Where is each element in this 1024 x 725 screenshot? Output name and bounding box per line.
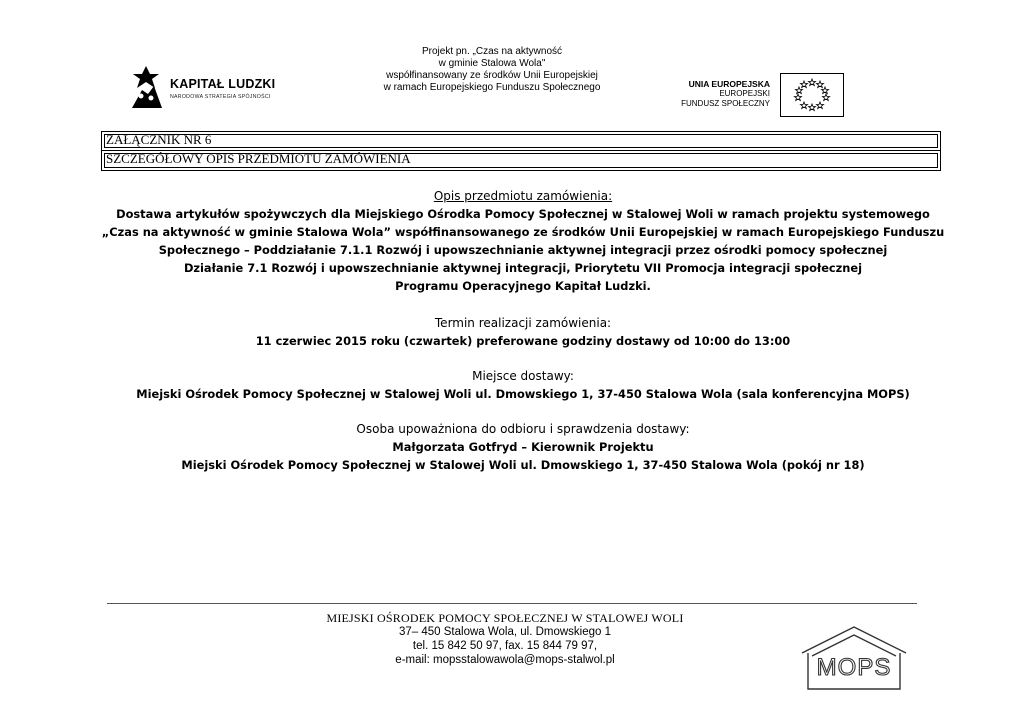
attachment-number: ZAŁĄCZNIK NR 6 (106, 132, 212, 147)
person-name: Małgorzata Gotfryd – Kierownik Projektu (392, 440, 654, 454)
project-line: Projekt pn. „Czas na aktywność (421, 46, 563, 57)
description-line: „Czas na aktywność w gminie Stalowa Wola” współfinansowanego ze środków Unii Europejskiej w ramach Europejskiego Funduszu (101, 225, 945, 239)
attachment-title: SZCZEGÓŁOWY OPIS PRZEDMIOTU ZAMÓWIENIA (106, 151, 411, 166)
project-line: w gminie Stalowa Wola" (438, 58, 546, 69)
footer (300, 611, 710, 667)
place-heading: Miejsce dostawy: (472, 369, 574, 383)
eu-line-2: EUROPEJSKI (719, 89, 770, 98)
mops-logo (798, 623, 910, 691)
description-line: Dostawa artykułów spożywczych dla Miejskiego Ośrodka Pomocy Społecznej w Stalowej Woli w ramach projektu systemowego (116, 207, 930, 221)
person-address: Miejski Ośrodek Pomocy Społecznej w Stalowej Woli ul. Dmowskiego 1, 37-450 Stalowa Wola (pokój nr 18) (181, 458, 865, 472)
footer-email: e-mail: mopsstalowawola@mops-stalwol.pl (395, 654, 615, 666)
eu-line-3: FUNDUSZ SPOŁECZNY (681, 99, 770, 108)
eu-flag-icon (780, 73, 844, 117)
kapital-ludzki-subtitle: NARODOWA STRATEGIA SPÓJNOŚCI (170, 94, 271, 100)
project-line: współfinansowany ze środków Unii Europejskiej (386, 70, 598, 81)
term-value: 11 czerwiec 2015 roku (czwartek) preferowane godziny dostawy od 10:00 do 13:00 (255, 334, 791, 348)
mops-logo-text: MOPS (816, 654, 892, 681)
kapital-ludzki-title: KAPITAŁ LUDZKI (170, 77, 276, 91)
description-heading: Opis przedmiotu zamówienia: (433, 189, 613, 203)
eu-line-1: UNIA EUROPEJSKA (688, 79, 770, 89)
term-section (90, 314, 956, 350)
place-value: Miejski Ośrodek Pomocy Społecznej w Stalowej Woli ul. Dmowskiego 1, 37-450 Stalowa Wola (sala konferencyjna MOPS) (136, 387, 910, 401)
person-heading: Osoba upoważniona do odbioru i sprawdzenia dostawy: (356, 422, 690, 436)
person-section (90, 420, 956, 474)
description-line: Społecznego – Poddziałanie 7.1.1 Rozwój i upowszechnianie aktywnej integracji przez ośrodki pomocy społecznej (158, 243, 888, 257)
footer-divider (107, 603, 917, 604)
term-heading: Termin realizacji zamówienia: (434, 316, 612, 330)
place-section (90, 367, 956, 403)
kapital-ludzki-logo (128, 64, 278, 112)
footer-organization: MIEJSKI OŚRODEK POMOCY SPOŁECZNEJ W STALOWEJ WOLI (326, 611, 684, 625)
description-line: Działanie 7.1 Rozwój i upowszechnianie aktywnej integracji, Priorytetu VII Promocja integracji społecznej (183, 261, 863, 275)
attachment-title-box (101, 151, 941, 171)
eu-logo-text (660, 79, 770, 109)
footer-address: 37– 450 Stalowa Wola, ul. Dmowskiego 1 (398, 626, 611, 638)
kapital-ludzki-emblem-icon (128, 64, 168, 112)
project-info (360, 46, 624, 94)
project-line: w ramach Europejskiego Funduszu Społecznego (383, 82, 601, 93)
footer-phone: tel. 15 842 50 97, fax. 15 844 79 97, (412, 640, 598, 652)
description-section (90, 187, 956, 295)
attachment-number-box (101, 131, 941, 151)
description-line: Programu Operacyjnego Kapitał Ludzki. (395, 279, 651, 293)
